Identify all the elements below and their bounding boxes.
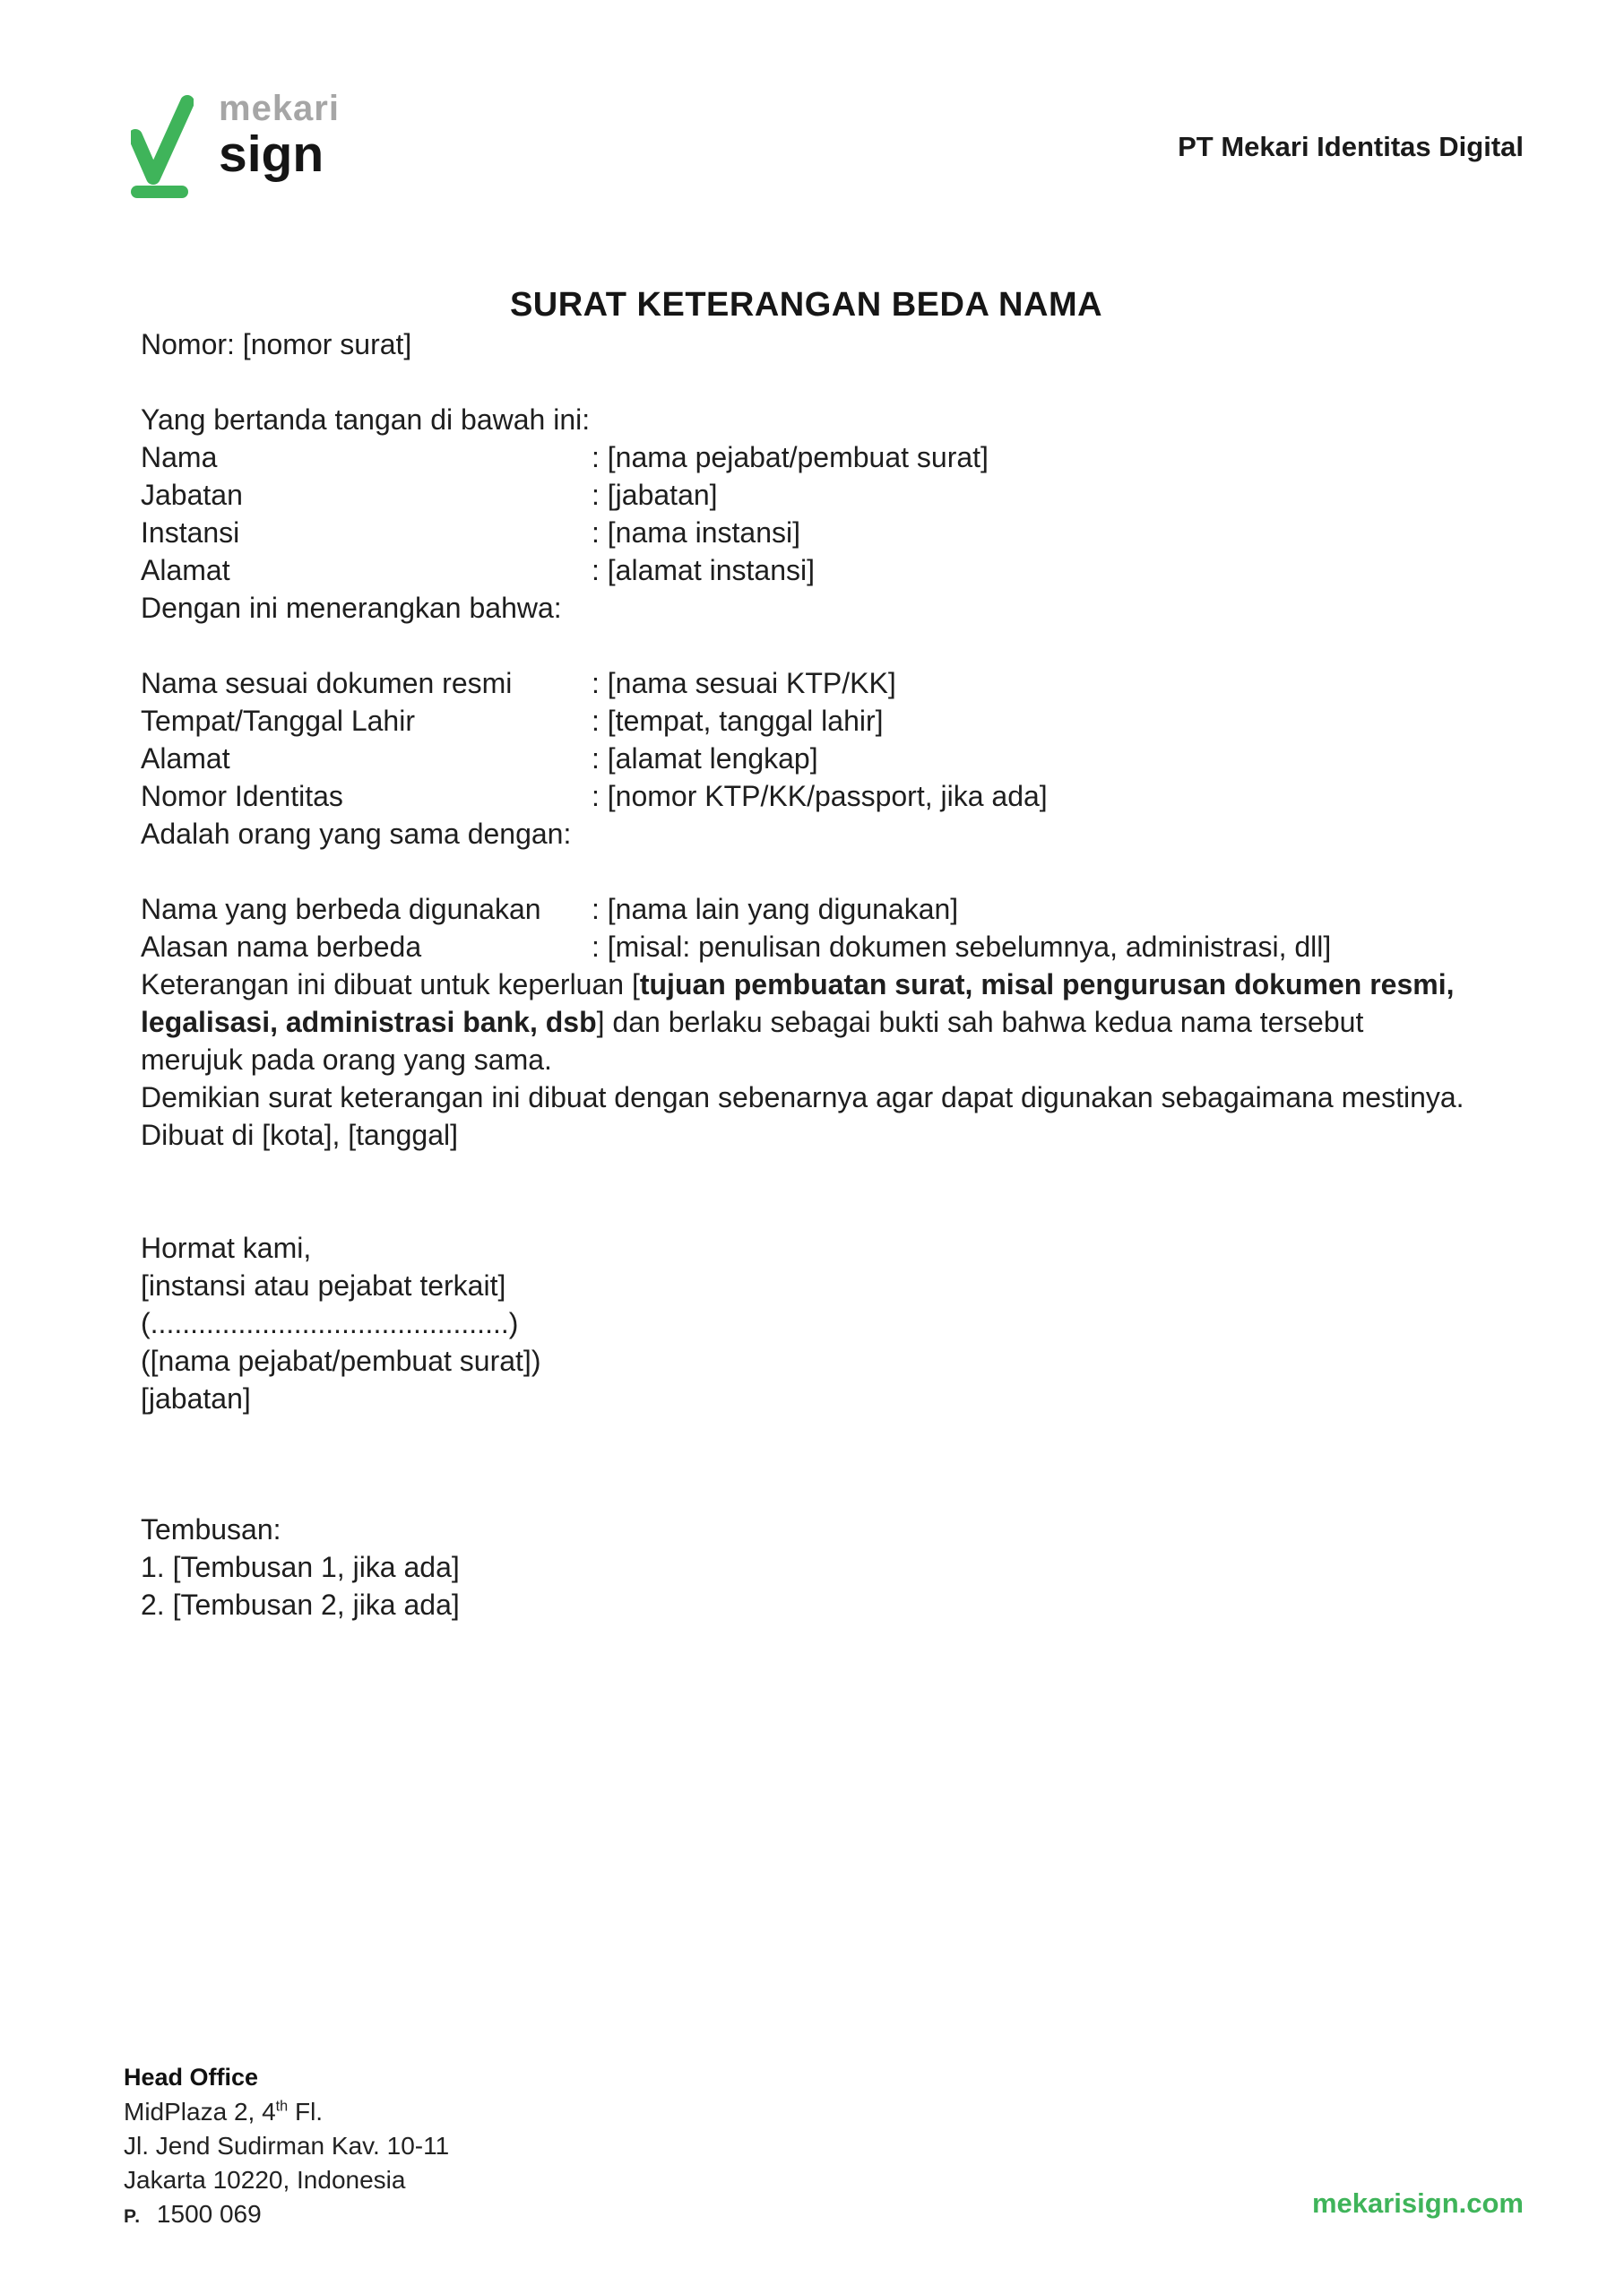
field-value: : [nomor KTP/KK/passport, jika ada]: [592, 780, 1048, 812]
field-label: Nama sesuai dokumen resmi: [141, 667, 513, 699]
document-title: SURAT KETERANGAN BEDA NAMA: [509, 286, 1103, 324]
logo-wordmark: [219, 88, 340, 200]
field-value: : [jabatan]: [592, 479, 718, 511]
field-label: Alasan nama berbeda: [141, 931, 422, 963]
tembusan-item: 1. [Tembusan 1, jika ada]: [141, 1551, 460, 1583]
letter-body: [0, 325, 1624, 1624]
field-value: : [nama pejabat/pembuat surat]: [592, 441, 989, 473]
field-value: : [nama sesuai KTP/KK]: [592, 667, 896, 699]
address-line: Jl. Jend Sudirman Kav. 10-11: [124, 2132, 450, 2160]
opening-line: Yang bertanda tangan di bawah ini:: [141, 403, 591, 436]
address-line: MidPlaza 2, 4th Fl.: [124, 2098, 324, 2126]
signature-section: [141, 1229, 1472, 1417]
field-row: [141, 551, 1472, 589]
nomor-line: Nomor: [nomor surat]: [141, 328, 412, 360]
website-link[interactable]: mekarisign.com: [1311, 2187, 1524, 2219]
statement-intro: Dengan ini menerangkan bahwa:: [141, 592, 562, 624]
logo-word-sign: sign: [219, 126, 324, 183]
signature-name-line: ([nama pejabat/pembuat surat]): [141, 1345, 541, 1377]
field-row: [141, 777, 1472, 815]
field-value: : [alamat instansi]: [592, 554, 815, 586]
signature-institution: [instansi atau pejabat terkait]: [141, 1269, 506, 1302]
field-label: Nama yang berbeda digunakan: [141, 893, 541, 925]
company-name: PT Mekari Identitas Digital: [1178, 131, 1524, 162]
signature-salutation: Hormat kami,: [141, 1232, 312, 1264]
field-label: Tempat/Tanggal Lahir: [141, 705, 415, 737]
field-label: Alamat: [141, 554, 230, 586]
office-heading: Head Office: [124, 2064, 259, 2091]
same-person-intro: Adalah orang yang sama dengan:: [141, 818, 572, 850]
field-row: [141, 890, 1472, 928]
place-date-line: Dibuat di [kota], [tanggal]: [141, 1119, 458, 1151]
alias-section: [141, 890, 1472, 966]
field-row: [141, 740, 1472, 777]
field-value: : [nama lain yang digunakan]: [592, 893, 959, 925]
field-value: : [misal: penulisan dokumen sebelumnya, administrasi, dll]: [592, 931, 1332, 963]
field-value: : [tempat, tanggal lahir]: [592, 705, 884, 737]
mekari-sign-logo: [131, 88, 340, 200]
field-label: Alamat: [141, 742, 230, 775]
field-row: [141, 476, 1472, 514]
field-row: [141, 514, 1472, 551]
field-value: : [nama instansi]: [592, 516, 800, 549]
address-line: Jakarta 10220, Indonesia: [124, 2166, 406, 2194]
checkmark-icon: [131, 94, 194, 200]
tembusan-section: [141, 1511, 1472, 1624]
letterhead: [0, 0, 1624, 200]
field-label: Instansi: [141, 516, 240, 549]
field-row: [141, 438, 1472, 476]
field-row: [141, 928, 1472, 966]
person-section: [141, 664, 1472, 815]
field-label: Nomor Identitas: [141, 780, 343, 812]
field-row: [141, 702, 1472, 740]
field-label: Jabatan: [141, 479, 243, 511]
signature-title-line: [jabatan]: [141, 1382, 251, 1415]
purpose-paragraph: Keterangan ini dibuat untuk keperluan [tujuan pembuatan surat, misal pengurusan dokumen resmi, legalisasi, administrasi bank, dsb] dan berlaku sebagai bukti sah bahwa kedua nama tersebut merujuk pada orang yang sama.: [141, 968, 1455, 1076]
field-value: : [alamat lengkap]: [592, 742, 818, 775]
tembusan-item: 2. [Tembusan 2, jika ada]: [141, 1589, 460, 1621]
signatory-section: [141, 401, 1472, 589]
signature-dotted-line: (.............................................): [141, 1307, 519, 1339]
logo-word-mekari: mekari: [219, 89, 340, 128]
phone-line: P. 1500 069: [124, 2200, 262, 2228]
field-row: [141, 664, 1472, 702]
field-label: Nama: [141, 441, 218, 473]
tembusan-heading: Tembusan:: [141, 1513, 281, 1546]
head-office-block: [124, 2059, 449, 2234]
closing-paragraph: Demikian surat keterangan ini dibuat dengan sebenarnya agar dapat digunakan sebagaimana mestinya.: [141, 1081, 1464, 1113]
